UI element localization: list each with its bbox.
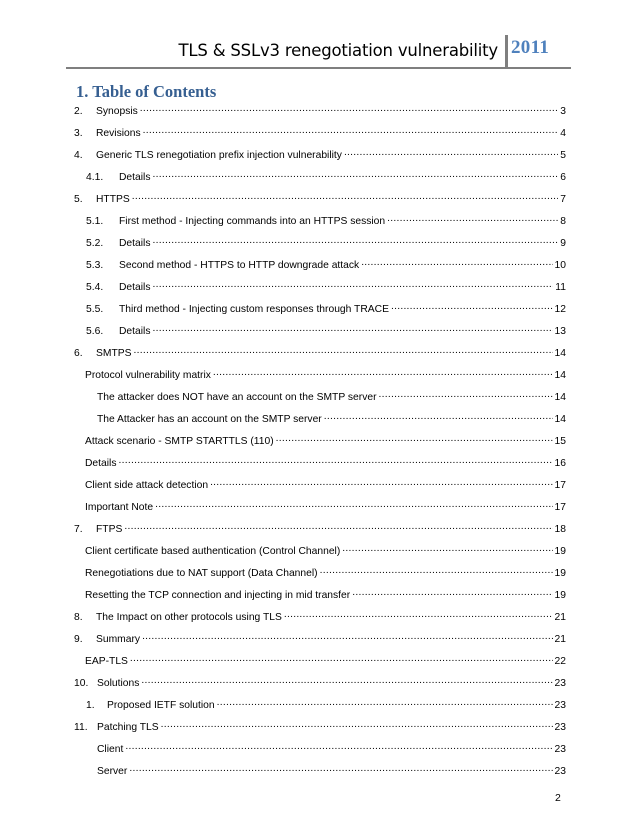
toc-dot-leader bbox=[143, 124, 559, 136]
toc-dot-leader bbox=[124, 520, 552, 532]
toc-entry-number: 5. bbox=[74, 194, 83, 205]
toc-entry-title: Details bbox=[119, 326, 151, 337]
toc-entry[interactable] bbox=[86, 278, 566, 292]
toc-dot-leader bbox=[133, 344, 552, 356]
toc-dot-leader bbox=[142, 630, 552, 642]
toc-dot-leader bbox=[152, 168, 558, 180]
toc-entry-title: EAP-TLS bbox=[85, 656, 128, 667]
toc-dot-leader bbox=[352, 586, 552, 598]
toc-entry-page: 12 bbox=[554, 304, 566, 315]
toc-entry-page: 17 bbox=[554, 502, 566, 513]
toc-entry-page: 15 bbox=[554, 436, 566, 447]
toc-entry-title: Protocol vulnerability matrix bbox=[85, 370, 211, 381]
toc-entry-title: Solutions bbox=[97, 678, 140, 689]
toc-entry-number: 1. bbox=[86, 700, 95, 711]
toc-entry[interactable] bbox=[86, 300, 566, 314]
toc-entry[interactable] bbox=[74, 674, 566, 688]
toc-entry[interactable] bbox=[85, 476, 566, 490]
toc-entry-page: 13 bbox=[554, 326, 566, 337]
toc-dot-leader bbox=[324, 410, 553, 422]
toc-entry-title: Summary bbox=[96, 634, 141, 645]
toc-dot-leader bbox=[379, 388, 553, 400]
toc-entry-title: Generic TLS renegotiation prefix injection vulnerability bbox=[96, 150, 342, 161]
toc-entry-title: Revisions bbox=[96, 128, 141, 139]
toc-entry[interactable] bbox=[97, 740, 566, 754]
toc-dot-leader bbox=[276, 432, 553, 444]
toc-dot-leader bbox=[391, 300, 553, 312]
toc-entry-page: 6 bbox=[560, 172, 566, 183]
toc-entry[interactable] bbox=[85, 564, 566, 578]
toc-entry-number: 11. bbox=[74, 722, 88, 733]
toc-dot-leader bbox=[132, 190, 559, 202]
toc-entry-title: Renegotiations due to NAT support (Data Channel) bbox=[85, 568, 318, 579]
toc-entry[interactable] bbox=[74, 718, 566, 732]
toc-dot-leader bbox=[130, 652, 553, 664]
toc-entry-number: 5.4. bbox=[86, 282, 104, 293]
toc-entry-title: Third method - Injecting custom responses through TRACE bbox=[119, 304, 389, 315]
toc-dot-leader bbox=[387, 212, 558, 224]
toc-entry[interactable] bbox=[74, 146, 566, 160]
toc-entry-page: 8 bbox=[560, 216, 566, 227]
toc-dot-leader bbox=[213, 366, 553, 378]
toc-dot-leader bbox=[217, 696, 553, 708]
toc-entry-page: 9 bbox=[560, 238, 566, 249]
toc-entry-page: 14 bbox=[554, 370, 566, 381]
toc-dot-leader bbox=[129, 762, 552, 774]
toc-dot-leader bbox=[152, 234, 558, 246]
toc-entry[interactable] bbox=[86, 322, 566, 336]
toc-entry[interactable] bbox=[86, 212, 566, 226]
toc-entry-title: Details bbox=[119, 172, 151, 183]
toc-entry-number: 9. bbox=[74, 634, 83, 645]
toc-entry[interactable] bbox=[74, 102, 566, 116]
toc-entry-number: 10. bbox=[74, 678, 89, 689]
toc-entry[interactable] bbox=[86, 256, 566, 270]
toc-entry-title: Important Note bbox=[85, 502, 154, 513]
toc-entry-title: Details bbox=[85, 458, 117, 469]
toc-entry-page: 4 bbox=[560, 128, 566, 139]
toc-entry-title: Synopsis bbox=[96, 106, 138, 117]
toc-entry[interactable] bbox=[86, 696, 566, 710]
toc-entry-page: 19 bbox=[554, 546, 566, 557]
toc-entry-page: 14 bbox=[554, 414, 566, 425]
toc-entry[interactable] bbox=[85, 652, 566, 666]
toc-entry-number: 5.6. bbox=[86, 326, 104, 337]
toc-entry-number: 3. bbox=[74, 128, 83, 139]
document-year: 2011 bbox=[511, 37, 550, 58]
toc-entry-number: 2. bbox=[74, 106, 83, 117]
toc-entry[interactable] bbox=[74, 190, 566, 204]
toc-entry-page: 19 bbox=[554, 568, 566, 579]
toc-entry-number: 4. bbox=[74, 150, 83, 161]
toc-entry-title: Details bbox=[119, 282, 151, 293]
toc-dot-leader bbox=[152, 322, 552, 334]
toc-entry-number: 5.5. bbox=[86, 304, 104, 315]
toc-entry-page: 14 bbox=[554, 348, 566, 359]
toc-dot-leader bbox=[342, 542, 552, 554]
toc-entry-title: First method - Injecting commands into an HTTPS session bbox=[119, 216, 386, 227]
toc-dot-leader bbox=[125, 740, 552, 752]
toc-entry[interactable] bbox=[85, 432, 566, 446]
toc-entry-page: 22 bbox=[554, 656, 566, 667]
toc-entry-number: 5.1. bbox=[86, 216, 104, 227]
toc-dot-leader bbox=[361, 256, 552, 268]
toc-entry-title: Client bbox=[97, 744, 124, 755]
toc-entry[interactable] bbox=[74, 344, 566, 358]
toc-dot-leader bbox=[141, 674, 552, 686]
toc-dot-leader bbox=[155, 498, 552, 510]
toc-entry-number: 8. bbox=[74, 612, 83, 623]
toc-entry-page: 21 bbox=[554, 612, 566, 623]
toc-entry-page: 23 bbox=[554, 678, 566, 689]
toc-entry-page: 10 bbox=[554, 260, 566, 271]
toc-entry[interactable] bbox=[86, 234, 566, 248]
toc-dot-leader bbox=[284, 608, 553, 620]
toc-entry-title: Proposed IETF solution bbox=[107, 700, 215, 711]
toc-entry-page: 3 bbox=[560, 106, 566, 117]
toc-entry-page: 5 bbox=[560, 150, 566, 161]
header-rule bbox=[66, 67, 571, 69]
toc-dot-leader bbox=[140, 102, 558, 114]
toc-entry-number: 5.3. bbox=[86, 260, 104, 271]
toc-entry-title: HTTPS bbox=[96, 194, 130, 205]
toc-entry-title: SMTPS bbox=[96, 348, 132, 359]
toc-entry[interactable] bbox=[74, 608, 566, 622]
toc-entry-page: 23 bbox=[554, 722, 566, 733]
toc-dot-leader bbox=[344, 146, 558, 158]
toc-entry-page: 23 bbox=[554, 766, 566, 777]
toc-entry[interactable] bbox=[74, 520, 566, 534]
toc-entry-title: FTPS bbox=[96, 524, 123, 535]
toc-entry-number: 4.1. bbox=[86, 172, 104, 183]
toc-entry[interactable] bbox=[74, 124, 566, 138]
toc-entry-title: Server bbox=[97, 766, 128, 777]
toc-entry-title: Patching TLS bbox=[97, 722, 159, 733]
toc-entry[interactable] bbox=[85, 542, 566, 556]
toc-entry-page: 19 bbox=[554, 590, 566, 601]
toc-entry[interactable] bbox=[74, 630, 566, 644]
toc-entry-title: The Impact on other protocols using TLS bbox=[96, 612, 282, 623]
header-divider bbox=[505, 35, 508, 67]
toc-entry-title: The attacker does NOT have an account on the SMTP server bbox=[97, 392, 377, 403]
toc-entry-page: 23 bbox=[554, 744, 566, 755]
toc-entry[interactable] bbox=[97, 410, 566, 424]
toc-entry-page: 18 bbox=[554, 524, 566, 535]
toc-heading: 1. Table of Contents bbox=[76, 82, 217, 101]
toc-entry-page: 14 bbox=[554, 392, 566, 403]
toc-dot-leader bbox=[210, 476, 552, 488]
toc-entry-title: Second method - HTTPS to HTTP downgrade attack bbox=[119, 260, 360, 271]
toc-dot-leader bbox=[320, 564, 553, 576]
toc-entry-title: The Attacker has an account on the SMTP server bbox=[97, 414, 322, 425]
toc-entry-title: Resetting the TCP connection and injecting in mid transfer bbox=[85, 590, 351, 601]
toc-dot-leader bbox=[118, 454, 552, 466]
toc-entry-page: 17 bbox=[554, 480, 566, 491]
toc-entry[interactable] bbox=[97, 388, 566, 402]
toc-entry[interactable] bbox=[85, 454, 566, 468]
toc-entry-title: Client certificate based authentication (Control Channel) bbox=[85, 546, 341, 557]
toc-entry-page: 11 bbox=[555, 282, 566, 293]
page-header bbox=[0, 35, 568, 69]
toc-entry-page: 23 bbox=[554, 700, 566, 711]
toc-entry[interactable] bbox=[97, 762, 566, 776]
toc-entry[interactable] bbox=[85, 366, 566, 380]
toc-entry[interactable] bbox=[85, 498, 566, 512]
toc-entry-title: Attack scenario - SMTP STARTTLS (110) bbox=[85, 436, 274, 447]
toc-entry-title: Client side attack detection bbox=[85, 480, 209, 491]
toc-entry-page: 16 bbox=[554, 458, 566, 469]
toc-entry[interactable] bbox=[86, 168, 566, 182]
toc-entry[interactable] bbox=[85, 586, 566, 600]
document-title: TLS & SSLv3 renegotiation vulnerability bbox=[178, 41, 498, 60]
toc-entry-page: 21 bbox=[554, 634, 566, 645]
page-number: 2 bbox=[555, 792, 561, 804]
toc-entry-page: 7 bbox=[560, 194, 566, 205]
toc-dot-leader bbox=[161, 718, 553, 730]
toc-entry-number: 5.2. bbox=[86, 238, 104, 249]
toc-entry-title: Details bbox=[119, 238, 151, 249]
toc-entry-number: 7. bbox=[74, 524, 83, 535]
toc-dot-leader bbox=[152, 278, 553, 290]
toc-entry-number: 6. bbox=[74, 348, 83, 359]
